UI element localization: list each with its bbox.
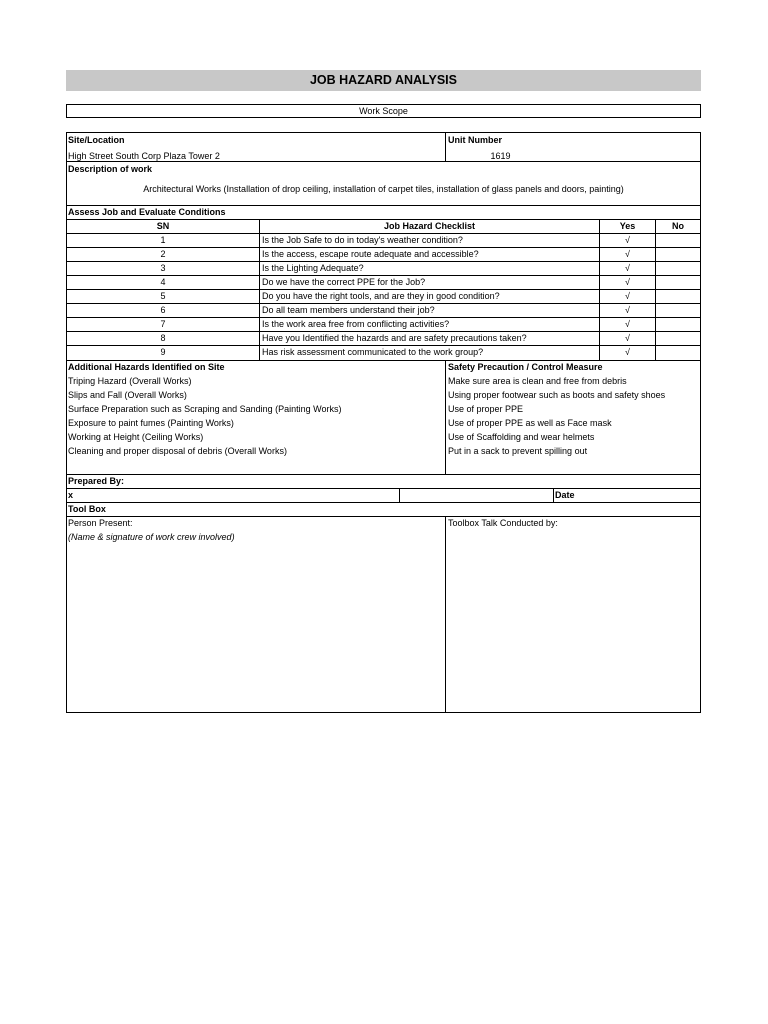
checklist-sn: 6: [160, 305, 166, 315]
checklist-sn: 4: [160, 277, 166, 287]
jha-form: [66, 132, 701, 713]
hazard-item: Exposure to paint fumes (Painting Works): [68, 418, 234, 428]
checklist-sn: 1: [160, 235, 166, 245]
page-title: JOB HAZARD ANALYSIS: [66, 70, 701, 91]
divider: [259, 219, 260, 360]
divider: [67, 474, 700, 475]
divider: [445, 360, 446, 474]
checklist-question: Have you Identified the hazards and are safety precautions taken?: [262, 333, 527, 343]
col-header-no: No: [672, 221, 684, 231]
checklist-sn: 5: [160, 291, 166, 301]
hazard-item: Cleaning and proper disposal of debris (Overall Works): [68, 446, 287, 456]
checklist-yes-check[interactable]: √: [625, 277, 630, 287]
checklist-yes-check[interactable]: √: [625, 291, 630, 301]
prepared-by-label: Prepared By:: [68, 476, 125, 486]
unit-number-label: Unit Number: [448, 135, 502, 145]
toolbox-label: Tool Box: [68, 504, 106, 514]
checklist-question: Is the work area free from conflicting activities?: [262, 319, 450, 329]
precaution-item: Using proper footwear such as boots and safety shoes: [448, 390, 666, 400]
divider: [655, 219, 656, 360]
divider: [599, 219, 600, 360]
divider: [67, 502, 700, 503]
person-present-note: (Name & signature of work crew involved): [68, 532, 235, 542]
checklist-yes-check[interactable]: √: [625, 305, 630, 315]
site-location-value[interactable]: High Street South Corp Plaza Tower 2: [68, 151, 220, 161]
divider: [67, 161, 700, 162]
checklist-question: Is the Lighting Adequate?: [262, 263, 364, 273]
unit-number-value[interactable]: 1619: [490, 151, 511, 161]
hazard-item: Triping Hazard (Overall Works): [68, 376, 192, 386]
checklist-yes-check[interactable]: √: [625, 235, 630, 245]
checklist-yes-check[interactable]: √: [625, 347, 630, 357]
hazard-item: Working at Height (Ceiling Works): [68, 432, 204, 442]
checklist-yes-check[interactable]: √: [625, 249, 630, 259]
precaution-item: Make sure area is clean and free from debris: [448, 376, 627, 386]
col-header-yes: Yes: [619, 221, 636, 231]
checklist-yes-check[interactable]: √: [625, 333, 630, 343]
precaution-item: Use of Scaffolding and wear helmets: [448, 432, 595, 442]
hazards-label: Additional Hazards Identified on Site: [68, 362, 225, 372]
divider: [553, 488, 554, 502]
checklist-question: Has risk assessment communicated to the work group?: [262, 347, 484, 357]
checklist-yes-check[interactable]: √: [625, 319, 630, 329]
person-present-label: Person Present:: [68, 518, 133, 528]
checklist-question: Is the Job Safe to do in today's weather condition?: [262, 235, 463, 245]
precaution-item: Use of proper PPE as well as Face mask: [448, 418, 612, 428]
col-header-sn: SN: [156, 221, 170, 231]
precaution-item: Use of proper PPE: [448, 404, 524, 414]
checklist-sn: 3: [160, 263, 166, 273]
person-present-area[interactable]: [68, 545, 444, 711]
checklist-question: Do you have the right tools, and are they in good condition?: [262, 291, 500, 301]
checklist-sn: 2: [160, 249, 166, 259]
assess-label: Assess Job and Evaluate Conditions: [68, 207, 226, 217]
toolbox-talk-label: Toolbox Talk Conducted by:: [448, 518, 558, 528]
divider: [445, 133, 446, 161]
precaution-item: Put in a sack to prevent spilling out: [448, 446, 588, 456]
site-location-label: Site/Location: [68, 135, 125, 145]
col-header-checklist: Job Hazard Checklist: [383, 221, 476, 231]
checklist-question: Do we have the correct PPE for the Job?: [262, 277, 426, 287]
divider: [67, 488, 700, 489]
divider: [67, 516, 700, 517]
checklist-yes-check[interactable]: √: [625, 263, 630, 273]
description-value[interactable]: Architectural Works (Installation of drop ceiling, installation of carpet tiles, installation of glass panels and doors, painting): [143, 184, 624, 194]
checklist-sn: 8: [160, 333, 166, 343]
checklist-question: Do all team members understand their job?: [262, 305, 435, 315]
divider: [445, 516, 446, 713]
hazard-item: Slips and Fall (Overall Works): [68, 390, 187, 400]
description-label: Description of work: [68, 164, 153, 174]
divider: [399, 488, 400, 502]
checklist-sn: 7: [160, 319, 166, 329]
hazard-item: Surface Preparation such as Scraping and Sanding (Painting Works): [68, 404, 342, 414]
work-scope-field[interactable]: Work Scope: [66, 104, 701, 118]
date-label[interactable]: Date: [555, 490, 575, 500]
checklist-question: Is the access, escape route adequate and accessible?: [262, 249, 479, 259]
checklist-sn: 9: [160, 347, 166, 357]
prepared-by-x-field[interactable]: x: [68, 490, 74, 500]
toolbox-talk-area[interactable]: [447, 531, 700, 711]
precautions-label: Safety Precaution / Control Measure: [448, 362, 603, 372]
